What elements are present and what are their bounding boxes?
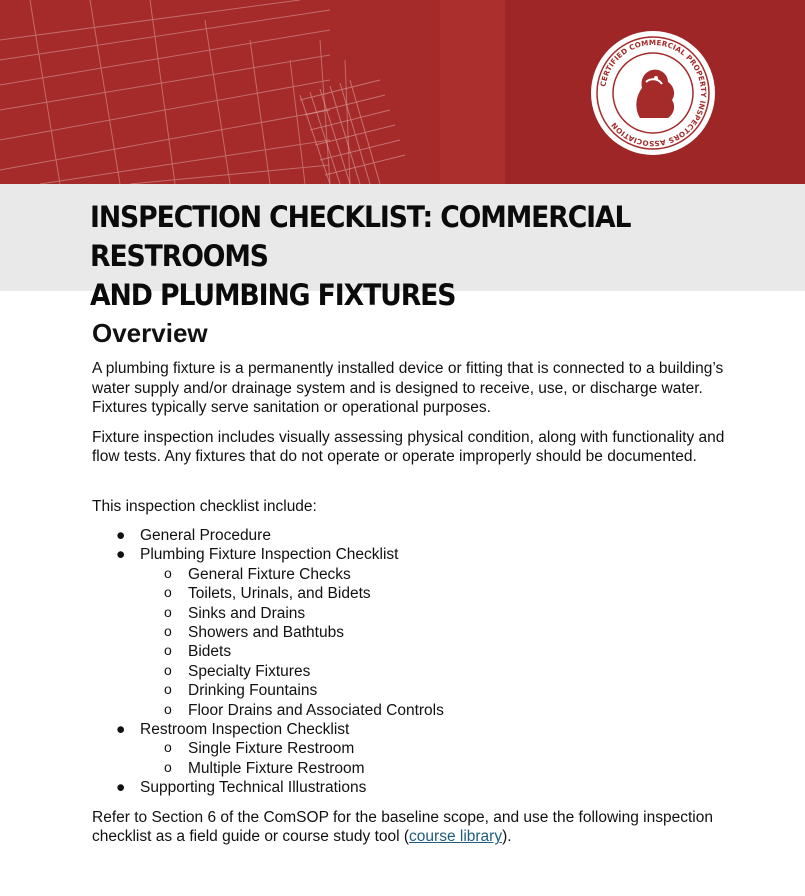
sub-list-item: o General Fixture Checks	[164, 564, 351, 583]
bullet: o	[164, 623, 172, 640]
association-seal-icon	[590, 30, 716, 156]
sub-list-item: o Floor Drains and Associated Controls	[164, 700, 444, 719]
closing-paragraph: Refer to Section 6 of the ComSOP for the baseline scope, and use the following inspection checklist as a field guide or course study tool (course library).	[92, 808, 713, 846]
overview-section	[92, 318, 732, 847]
sub-list	[140, 739, 732, 778]
bullet: o	[164, 700, 172, 717]
list-item: ● Supporting Technical Illustrations	[116, 779, 367, 797]
sub-list-item: o Sinks and Drains	[164, 603, 306, 622]
checklist-contents	[92, 526, 732, 798]
checklist-intro: This inspection checklist include:	[92, 497, 317, 515]
sub-list	[140, 565, 732, 720]
list-item: ● Restroom Inspection Checklist o Single Fixture Restroom o Multiple Fixture Restroom	[92, 720, 732, 778]
header-banner	[0, 0, 805, 184]
bullet: o	[164, 642, 172, 659]
page-title-line1: INSPECTION CHECKLIST: COMMERCIAL RESTROOMS	[90, 200, 631, 273]
bullet: o	[164, 758, 172, 775]
sub-list-item: o Toilets, Urinals, and Bidets	[164, 584, 371, 603]
sub-list-item: o Drinking Fountains	[164, 681, 318, 700]
bullet: ●	[116, 527, 126, 544]
inspection-paragraph: Fixture inspection includes visually assessing physical condition, along with functionality and flow tests. Any fixtures that do not operate or operate improperly should be documented.	[92, 428, 725, 465]
list-item: ● Plumbing Fixture Inspection Checklist o General Fixture Checks o Toilets, Urinals, and Bidets o Sinks and Drains o Showers and Bathtubs o Bidets o Specialty Fixtures o Drinking Fountains o Floor Drains and Associated Controls	[92, 545, 732, 720]
bullet: o	[164, 603, 172, 620]
title-band	[0, 184, 805, 312]
bullet: ●	[116, 779, 126, 797]
sub-list-item: o Single Fixture Restroom	[164, 739, 355, 758]
bullet: o	[164, 739, 172, 756]
course-library-link[interactable]: course library	[409, 828, 503, 846]
definition-paragraph: A plumbing fixture is a permanently installed device or fitting that is connected to a building’s water supply and/or drainage system and is designed to receive, use, or discharge water. Fixtures typically serve sanitation or operational purposes.	[92, 360, 724, 416]
bullet: o	[164, 564, 172, 581]
list-item: ● General Procedure	[116, 527, 271, 544]
sub-list-item: o Showers and Bathtubs	[164, 623, 344, 642]
sub-list-item: o Specialty Fixtures	[164, 661, 311, 680]
bullet: o	[164, 661, 172, 678]
bullet: o	[164, 681, 172, 698]
seal-text: CERTIFIED COMMERCIAL PROPERTY INSPECTORS ASSOCIATION	[598, 37, 709, 149]
page-title	[90, 198, 716, 315]
page-title-line2: AND PLUMBING FIXTURES	[90, 278, 456, 312]
bullet: ●	[116, 721, 126, 739]
bullet: ●	[116, 546, 126, 564]
section-heading: Overview	[92, 318, 208, 348]
bullet: o	[164, 584, 172, 601]
sub-list-item: o Multiple Fixture Restroom	[164, 758, 365, 777]
sub-list-item: o Bidets	[164, 642, 232, 661]
